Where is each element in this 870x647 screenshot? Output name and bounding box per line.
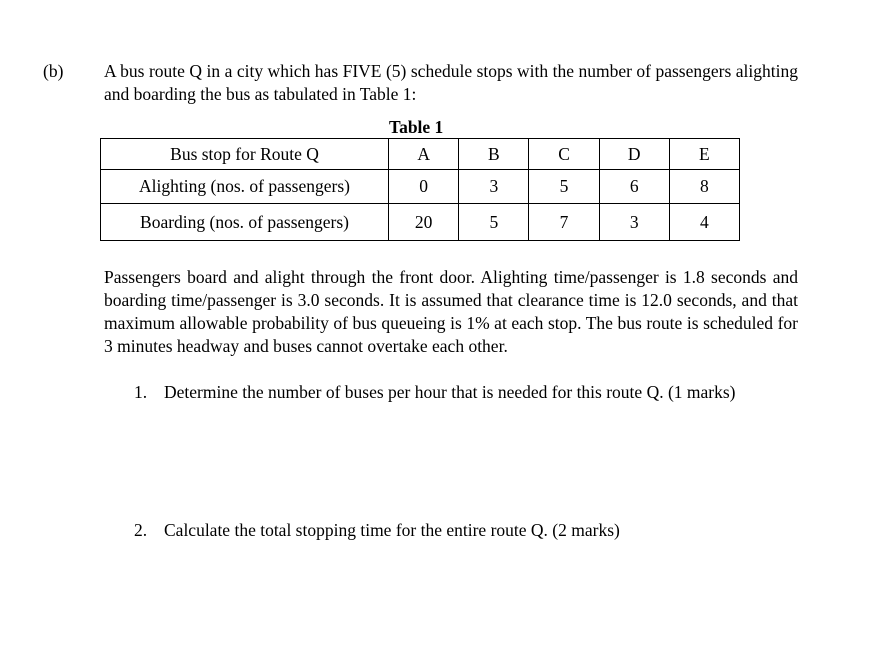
cell-alighting-b: 3: [459, 170, 529, 204]
cell-alighting-a: 0: [389, 170, 459, 204]
cell-boarding-d: 3: [599, 204, 669, 241]
cell-alighting-c: 5: [529, 170, 599, 204]
question-2-text: Calculate the total stopping time for the entire route Q. (2 marks): [164, 520, 620, 540]
question-2-number: 2.: [134, 520, 148, 540]
header-cell-e: E: [669, 139, 739, 170]
cell-alighting-d: 6: [599, 170, 669, 204]
header-cell-stop: Bus stop for Route Q: [101, 139, 389, 170]
description-paragraph: Passengers board and alight through the front door. Alighting time/passenger is 1.8 seconds and boarding time/passenger is 3.0 seconds. It is assumed that clearance time is 12.0 seconds, and that maximum allowable probability of bus queueing is 1% at each stop. The bus route is scheduled for 3 minutes headway and buses cannot overtake each other.: [104, 267, 798, 356]
header-cell-d: D: [599, 139, 669, 170]
header-cell-c: C: [529, 139, 599, 170]
intro-paragraph: A bus route Q in a city which has FIVE (5) schedule stops with the number of passengers alighting and boarding the bus as tabulated in Table 1:: [104, 61, 798, 104]
row-label-alighting: Alighting (nos. of passengers): [101, 170, 389, 204]
question-2: [134, 519, 798, 542]
passenger-table: [100, 138, 740, 241]
part-label: (b): [43, 61, 64, 81]
question-1: [134, 381, 798, 404]
cell-boarding-b: 5: [459, 204, 529, 241]
table-caption: Table 1: [389, 117, 444, 137]
cell-boarding-e: 4: [669, 204, 739, 241]
header-cell-b: B: [459, 139, 529, 170]
cell-boarding-a: 20: [389, 204, 459, 241]
table-header-row: [101, 139, 740, 170]
question-1-number: 1.: [134, 382, 148, 402]
header-cell-a: A: [389, 139, 459, 170]
table-row-alighting: [101, 170, 740, 204]
question-1-text: Determine the number of buses per hour that is needed for this route Q. (1 marks): [164, 382, 736, 402]
row-label-boarding: Boarding (nos. of passengers): [101, 204, 389, 241]
cell-alighting-e: 8: [669, 170, 739, 204]
table-row-boarding: [101, 204, 740, 241]
cell-boarding-c: 7: [529, 204, 599, 241]
